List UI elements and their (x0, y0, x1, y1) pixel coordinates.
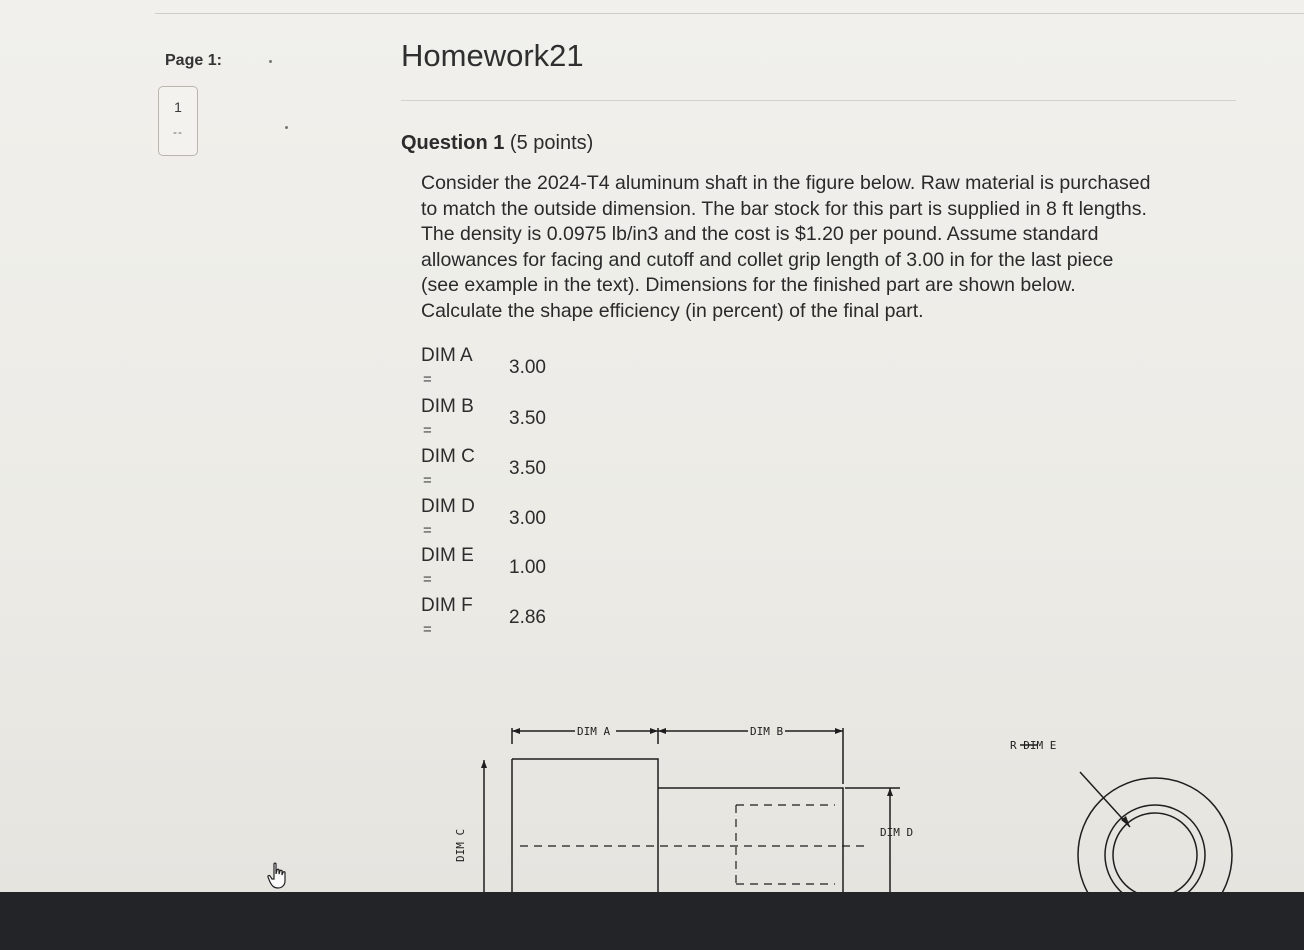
question-label: Question 1 (401, 132, 505, 154)
shaft-large-step (512, 759, 658, 892)
taskbar (0, 892, 1304, 950)
dimension-equals: = (423, 522, 432, 539)
dimension-equals: = (423, 422, 432, 439)
dimension-row (421, 446, 561, 496)
shaft-drawing (440, 700, 1240, 892)
figure-label-b: DIM B (750, 725, 784, 738)
question-line: Calculate the shape efficiency (in percent) of the final part. (421, 299, 924, 322)
speck (285, 126, 288, 129)
dimension-row (421, 595, 561, 645)
question-line: allowances for facing and cutoff and collet grip length of 3.00 in for the last piece (421, 248, 1114, 271)
question-line: The density is 0.0975 lb/in3 and the cost is $1.20 per pound. Assume standard (421, 223, 1099, 245)
question-line: (see example in the text). Dimensions for the finished part are shown below. (421, 274, 1076, 296)
shaft-small-step (658, 788, 843, 892)
dimension-value: 2.86 (509, 607, 546, 628)
dimension-label: DIM A (421, 345, 473, 366)
figure-label-a: DIM A (577, 725, 611, 738)
arrow-head (512, 728, 520, 734)
page-status: -- (173, 125, 183, 139)
arrow-head (650, 728, 658, 734)
page-title: Homework21 (401, 38, 584, 73)
question-points: (5 points) (509, 132, 594, 154)
dimension-value: 1.00 (509, 557, 546, 578)
figure-label-e: R DIM E (1010, 739, 1057, 752)
arrow-head (481, 760, 487, 768)
dimension-value: 3.50 (509, 458, 546, 479)
dimension-equals: = (423, 371, 432, 388)
dimension-row (421, 545, 561, 595)
dimension-equals: = (423, 621, 432, 638)
question-line: to match the outside dimension. The bar stock for this part is supplied in 8 ft lengths. (421, 197, 1147, 220)
dimension-equals: = (423, 472, 432, 489)
figure-label-c: DIM C (454, 828, 467, 862)
page-label: Page 1: (165, 52, 222, 69)
arrow-head (835, 728, 843, 734)
arrow-head (887, 788, 893, 796)
page-number: 1 (174, 99, 182, 115)
inner-circle (1113, 813, 1197, 892)
dimension-label: DIM C (421, 446, 475, 467)
dimension-row (421, 345, 561, 395)
dimension-label: DIM E (421, 545, 474, 566)
question-heading (401, 132, 593, 155)
title-divider (401, 100, 1236, 101)
arrow-head (658, 728, 666, 734)
page-navigator-button[interactable] (158, 86, 198, 156)
dimension-value: 3.00 (509, 357, 546, 378)
dimension-label: DIM D (421, 496, 475, 517)
dimension-label: DIM F (421, 595, 473, 616)
top-divider (155, 13, 1304, 14)
dimension-equals: = (423, 571, 432, 588)
hand-pointer-icon (266, 862, 290, 890)
dimension-value: 3.00 (509, 508, 546, 529)
dimension-row (421, 396, 561, 446)
question-line: Consider the 2024-T4 aluminum shaft in the figure below. Raw material is purchased (421, 172, 1151, 194)
dimension-label: DIM B (421, 396, 474, 417)
question-text (421, 171, 1251, 324)
dimension-row (421, 496, 561, 546)
figure-label-d: DIM D (880, 826, 914, 839)
dimension-value: 3.50 (509, 408, 546, 429)
speck (269, 60, 272, 63)
